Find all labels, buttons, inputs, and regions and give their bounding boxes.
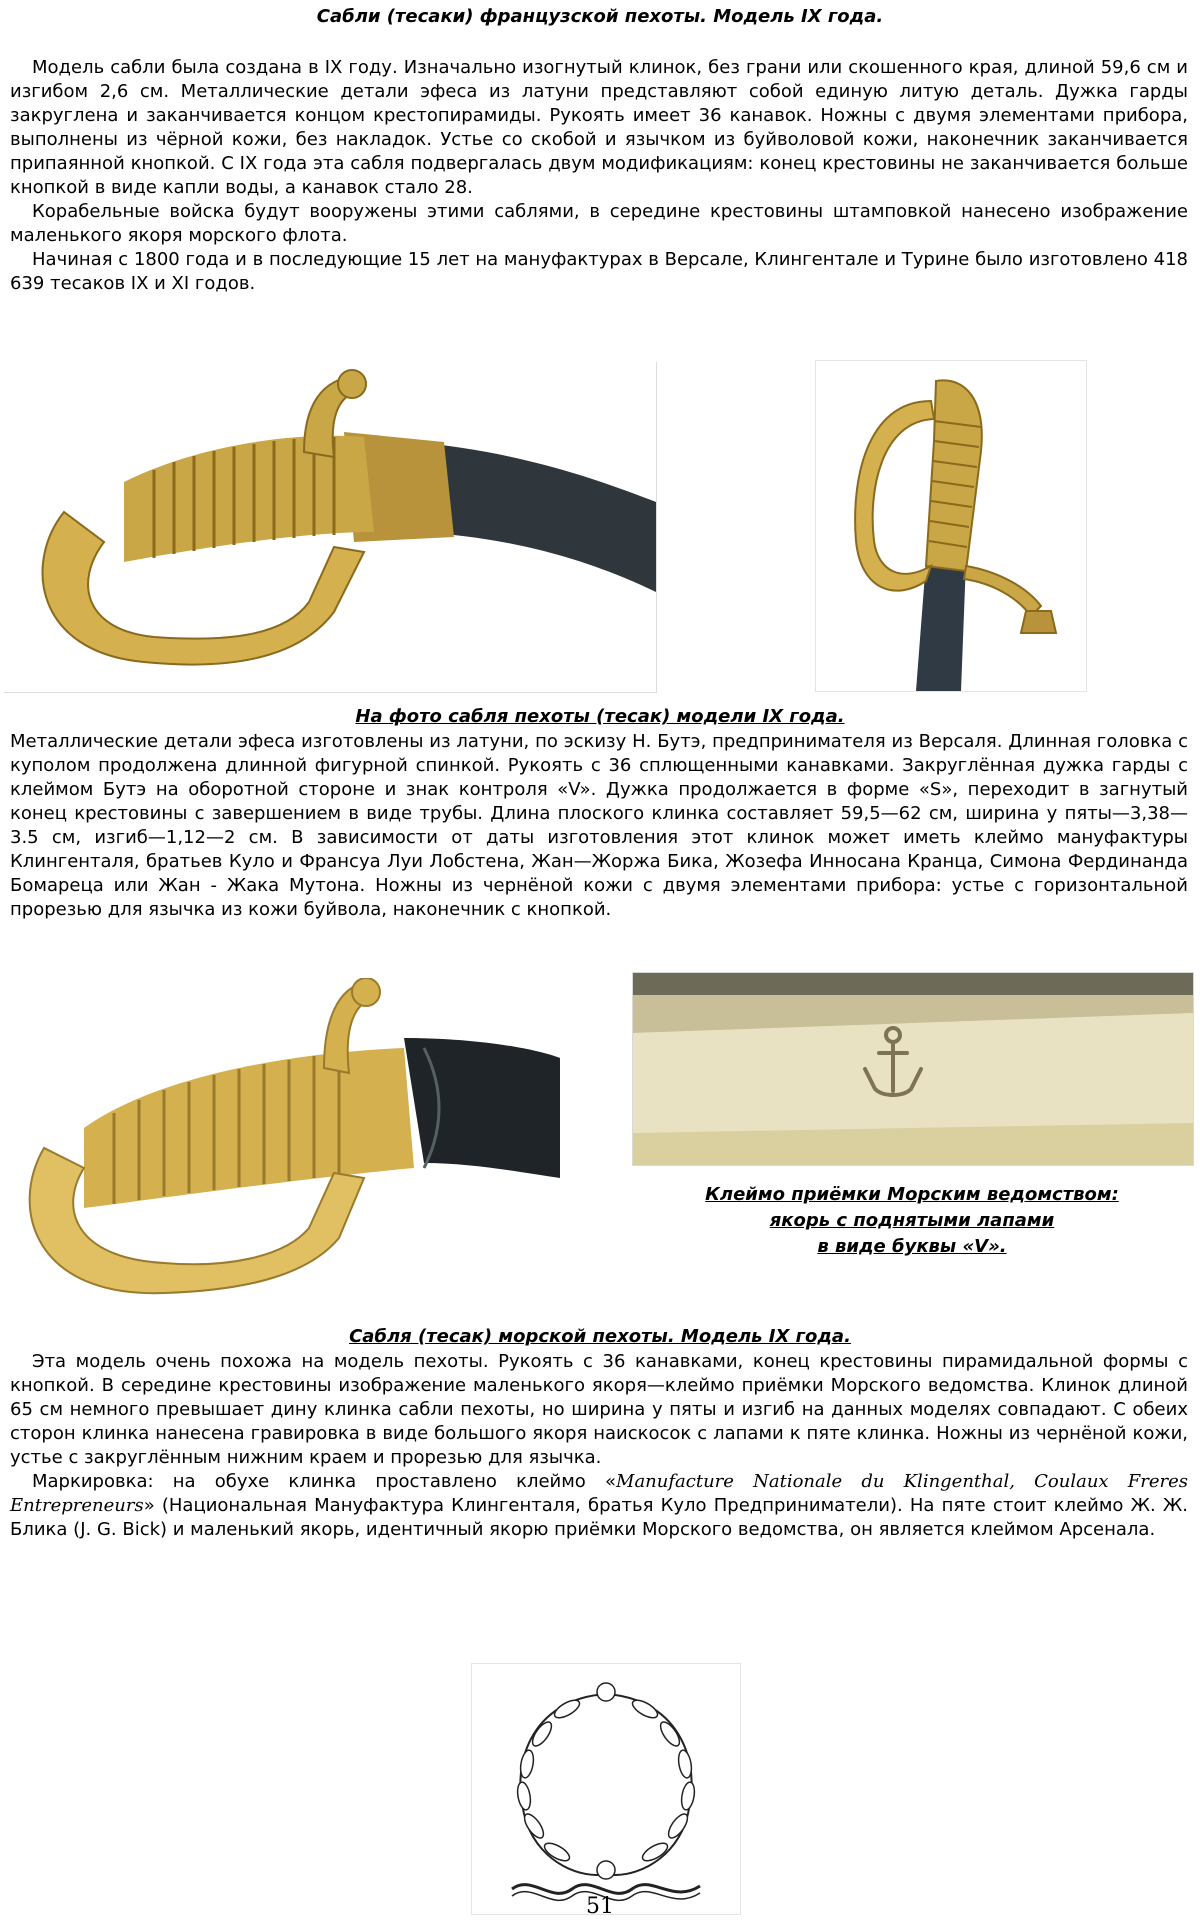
anchor-mark-caption-line-1: Клеймо приёмки Морским ведомством: (705, 1184, 1119, 1205)
marine-saber-description (10, 1350, 1188, 1542)
marine-saber-paragraph-1: Эта модель очень похожа на модель пехоты. Рукоять с 36 канавками, конец крестовины пирамидальной формы с кнопкой. В середине крестовины изображение маленького якоря—клеймо приёмки Морского ведомства. Клинок длиной 65 см немного превышает дину клинка сабли пехоты, но ширина у пяты и изгиб на данных моделях совпадают. С обеих сторон клинка нанесена гравировка в виде большого якоря наискосок с лапами к пяте клинка. Ножны из чернёной кожи, устье с закруглённым нижним краем и прорезью для язычка. (10, 1351, 1188, 1468)
infantry-saber-hilt-photo (4, 362, 657, 693)
intro-paragraph-3: Начиная с 1800 года и в последующие 15 лет на мануфактурах в Версале, Клингентале и Турине было изготовлено 418 639 тесаков IX и XI годов. (10, 249, 1188, 294)
infantry-saber-side-photo (815, 360, 1087, 692)
infantry-saber-description (10, 730, 1188, 922)
intro-paragraph-1: Модель сабли была создана в IX году. Изначально изогнутый клинок, без грани или скошенного края, длиной 59,6 см и изгибом 2,6 см. Металлические детали эфеса из латуни представляют собой единую литую деталь. Дужка гарды закруглена и заканчивается концом крестопирамиды. Рукоять имеет 36 канавок. Ножны с двумя элементами прибора, выполнены из чёрной кожи, без накладок. Устье со скобой и язычком из буйволовой кожи, наконечник заканчивается припаянной кнопкой. С IX года эта сабля подвергалась двум модификациям: конец крестовины не заканчивается больше кнопкой в виде капли воды, а канавок стало 28. (10, 57, 1188, 198)
marine-saber-caption: Сабля (тесак) морской пехоты. Модель IX года. (349, 1326, 851, 1347)
infantry-saber-paragraph: Металлические детали эфеса изготовлены из латуни, по эскизу Н. Бутэ, предпринимателя из Версаля. Длинная головка с куполом продолжена длинной фигурной спинкой. Рукоять с 36 сплющенными канавками. Закруглённая дужка гарды с клеймом Бутэ на оборотной стороне и знак контроля «V». Дужка продолжается в форме «S», переходит в загнутый конец крестовины с завершением в виде трубы. Длина плоского клинка составляет 59,5—62 см, ширина у пяты—3,38—3.5 см, изгиб—1,12—2 см. В зависимости от даты изготовления этот клинок может иметь клеймо мануфактуры Клингенталя, братьев Куло и Франсуа Луи Лобстена, Жан—Жоржа Бика, Жозефа Инносана Кранца, Симона Фердинанда Бомареца или Жан - Жака Мутона. Ножны из чернёной кожи с двумя элементами прибора: устье с горизонтальной прорезью для язычка из кожи буйвола, наконечник с кнопкой. (10, 731, 1188, 920)
intro-text (10, 56, 1188, 296)
marking-text-start: Маркировка: на обухе клинка проставлено клеймо « (32, 1471, 617, 1492)
marking-text-end: » (Национальная Мануфактура Клингенталя, братья Куло Предприниматели). На пяте стоит клеймо Ж. Ж. Блика (J. G. Bick) и маленький якорь, идентичный якорю приёмки Морского ведомства, он является клеймом Арсенала. (10, 1495, 1188, 1540)
marine-saber-paragraph-2 (10, 1470, 1188, 1542)
laurel-wreath-emblem (471, 1663, 741, 1915)
anchor-mark-caption (632, 1182, 1192, 1260)
manufacture-name-italic: Manufacture Nationale du Klingenthal, Coulaux Freres Entrepreneurs (10, 1471, 1188, 1516)
anchor-mark-caption-line-3: в виде буквы «V». (817, 1236, 1007, 1257)
infantry-saber-caption: На фото сабля пехоты (тесак) модели IX года. (355, 706, 845, 727)
anchor-mark-caption-line-2: якорь с поднятыми лапами (769, 1210, 1055, 1231)
intro-paragraph-2: Корабельные войска будут вооружены этими саблями, в середине крестовины штамповкой нанесено изображение маленького якоря морского флота. (10, 201, 1188, 246)
page-heading: Сабли (тесаки) французской пехоты. Модель IX года. (316, 6, 884, 27)
anchor-mark-photo (632, 972, 1194, 1166)
page-number: 51 (586, 1894, 614, 1919)
marine-saber-hilt-photo (4, 978, 560, 1308)
